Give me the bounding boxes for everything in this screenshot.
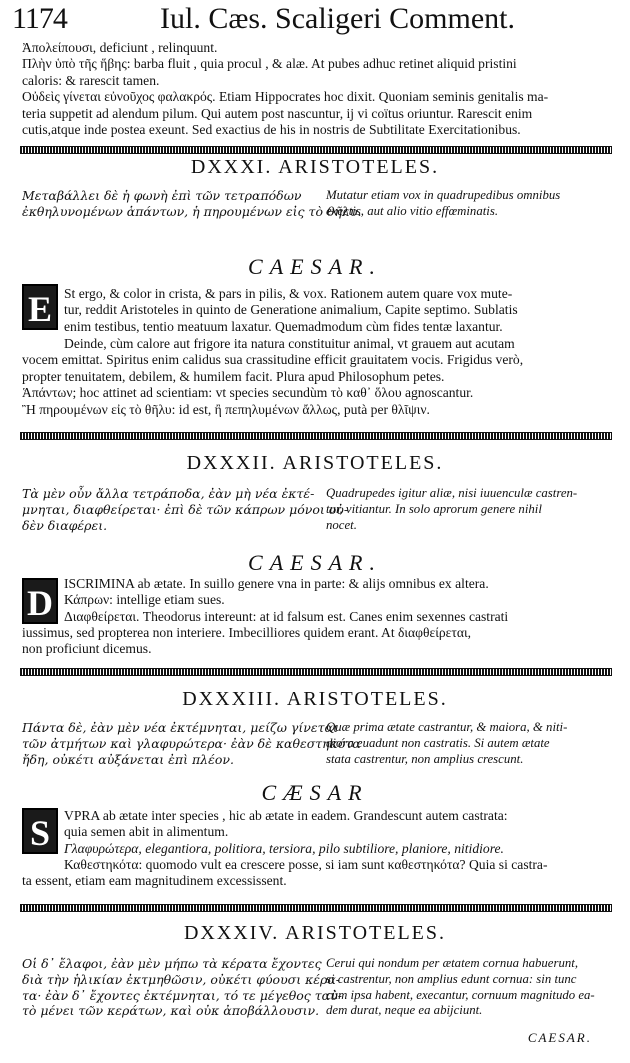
text-line: τὸ μένει τῶν κεράτων, καὶ οὐκ ἀποβάλλουσιν.: [22, 1003, 320, 1019]
latin-text-534: [326, 956, 610, 1019]
text-line: ISCRIMINA ab ætate. In suillo genere vna in parte: & alijs omnibus ex altera.: [64, 576, 489, 591]
text-line: VPRA ab ætate inter species , hic ab ætate in eadem. Grandescunt autem castrata:: [64, 808, 508, 823]
commentary-533: [22, 857, 610, 890]
ornamental-rule: [20, 904, 612, 912]
text-line: Τὰ μὲν οὖν ἄλλα τετράποδα, ἐὰν μὴ νέα ἐκτέ-: [22, 486, 315, 501]
text-line: Διαφθείρεται. Theodorus intereunt: at id falsum est. Canes enim sexennes castrati: [64, 608, 509, 624]
text-line: Οὐδεὶς γίνεται εὐνοῦχος φαλακρός. Etiam Hippocrates hoc dixit. Quoniam seminis genitalis ma-: [22, 89, 549, 105]
text-line: teria suppetit ad alendum pilum. Qui autem post nascuntur, ij vi coïtus oriuntur. Rarescit enim: [22, 105, 533, 121]
commentary-531: [22, 336, 610, 418]
text-line: Μεταβάλλει δὲ ἡ φωνὴ ἐπὶ τῶν τετραπόδων: [22, 188, 302, 203]
drop-cap-E: E: [22, 284, 58, 330]
text-line: cùm ipsa habent, execantur, cornuum magnitudo ea-: [326, 987, 595, 1002]
latin-text-532: [326, 486, 610, 533]
page-number: 1174: [12, 2, 67, 35]
text-line: tur, reddit Aristoteles in quinto de Generatione animalium, Capite septimo. Sublatis: [64, 302, 518, 318]
text-line: si castrentur, non amplius edunt cornua: sin tunc: [326, 971, 577, 986]
text-line: cutis,atque inde postea exeunt. Sed exactius de his in nostris de Subtilitate Exercitationibus.: [22, 122, 521, 138]
running-title: Iul. Cæs. Scaligeri Comment.: [160, 2, 515, 35]
text-line: iussimus, sed propterea non interiere. Imbecilliores quidem erant. At διαφθείρεται,: [22, 625, 472, 640]
ornamental-rule: [20, 432, 612, 440]
commentary-532: [22, 625, 610, 658]
text-line: exectis, aut alio vitio effœminatis.: [326, 203, 499, 218]
text-line: caloris: & rarescit tamen.: [22, 72, 160, 88]
text-line: τα· ἐὰν δ᾽ ἔχοντες ἐκτέμνηται, τό τε μέγεθος ταὐ-: [22, 987, 342, 1003]
text-line: διὰ τὴν ἡλικίαν ἐκτμηθῶσιν, οὐκέτι φύουσι κέρα-: [22, 971, 340, 987]
text-line: ἤδη, οὐκέτι αὐξάνεται ἐπὶ πλέον.: [22, 751, 234, 767]
section-title-531: DXXXI. ARISTOTELES.: [190, 156, 440, 178]
ornamental-rule: [20, 668, 612, 676]
text-line: vocem emittat. Spiritus enim calidus sua crassitudine efficit grauitatem vocis. Frigidus verò,: [22, 352, 524, 368]
commentary-532-head: [64, 576, 610, 625]
text-line: propter tenuitatem, debilem, & humilem facit. Plura apud Philosophum petes.: [22, 368, 445, 384]
intro-notes: [22, 40, 610, 138]
text-line: diora euadunt non castratis. Si autem ætate: [326, 735, 550, 750]
greek-text-534: [22, 956, 342, 1019]
catchword: CAESAR.: [527, 1030, 592, 1045]
caesar-heading: CAESAR.: [248, 254, 382, 279]
text-line: stata castrentur, non amplius crescunt.: [326, 751, 524, 766]
text-line: non proficiunt dicemus.: [22, 641, 152, 657]
section-title-534: DXXXIV. ARISTOTELES.: [183, 922, 447, 944]
text-line: Deinde, cùm calore aut frigore ita natura constituitur animal, vt grauem aut acutam: [64, 336, 515, 351]
text-line: Cerui qui nondum per ætatem cornua habuerunt,: [326, 956, 579, 970]
caesar-heading: CAESAR.: [248, 550, 382, 575]
greek-text-533: [22, 720, 361, 767]
greek-text-531: [22, 188, 362, 220]
section-title-533: DXXXIII. ARISTOTELES.: [182, 688, 448, 710]
commentary-531-head: [64, 286, 610, 335]
text-line: Οἱ δ᾽ ἔλαφοι, ἐὰν μὲν μήπω τὰ κέρατα ἔχοντες: [22, 956, 322, 971]
text-line: Mutatur etiam vox in quadrupedibus omnibus: [326, 188, 561, 202]
text-line: Ἀπολείπουσι, deficiunt , relinquunt.: [22, 40, 218, 55]
drop-cap-D: D: [22, 578, 58, 624]
latin-text-533: [326, 720, 610, 767]
commentary-533-head: [64, 808, 610, 857]
text-line: Πλὴν ὑπὸ τῆς ἥβης: barba fluit , quia procul , & alæ. At pubes adhuc retinet aliquid pristini: [22, 56, 517, 72]
latin-text-531: [326, 188, 610, 220]
text-line: ἐκθηλυνομένων ἁπάντων, ἡ πηρουμένων εἰς τὸ θῆλυ.: [22, 203, 362, 219]
text-line: τῶν ἀτμήτων καὶ γλαφυρώτερα· ἐὰν δὲ καθεστηκότα: [22, 735, 361, 751]
text-line: Πάντα δὲ, ἐὰν μὲν νέα ἐκτέμνηται, μείζω γίνεται: [22, 720, 338, 735]
text-line: Quæ prima ætate castrantur, & maiora, & niti-: [326, 720, 568, 734]
ornamental-rule: [20, 146, 612, 154]
text-line: ta essent, etiam eam magnitudinem excessissent.: [22, 873, 287, 889]
text-line: tur, vitiantur. In solo aprorum genere nihil: [326, 501, 542, 516]
text-line: Κάπρων: intellige etiam sues.: [64, 592, 225, 608]
page-header: [10, 2, 620, 36]
text-line: nocet.: [326, 517, 357, 532]
caesar-heading: CÆSAR: [261, 780, 369, 805]
text-line: Ἢ πηρουμένων εἰς τὸ θῆλυ: id est, ἢ πεπηλυμένων ἄλλως, putà per θλῖψιν.: [22, 401, 430, 417]
text-line: Καθεστηκότα: quomodo vult ea crescere posse, si iam sunt καθεστηκότα? Quia si castra-: [64, 857, 548, 872]
text-line: μνηται, διαφθείρεται· ἐπὶ δὲ τῶν κάπρων μόνοι οὐ-: [22, 501, 349, 517]
text-line: quia semen abit in alimentum.: [64, 824, 229, 840]
text-line: dem durat, neque ea abijciunt.: [326, 1003, 483, 1018]
section-title-532: DXXXII. ARISTOTELES.: [186, 452, 444, 474]
text-line: Ἁπάντων; hoc attinet ad scientiam: vt species secundùm τὸ καθ᾽ ὅλου agnoscantur.: [22, 385, 474, 401]
text-line: Quadrupedes igitur aliæ, nisi iuuenculæ castren-: [326, 486, 578, 500]
text-line: δὲν διαφέρει.: [22, 517, 108, 533]
drop-cap-S: S: [22, 808, 58, 854]
text-line: Γλαφυρώτερα, elegantiora, politiora, tersiora, pilo subtiliore, planiore, nitidiore.: [64, 840, 504, 856]
text-line: St ergo, & color in crista, & pars in pilis, & vox. Rationem autem quare vox mute-: [64, 286, 513, 301]
text-line: enim testibus, tentio meatuum laxatur. Quemadmodum cùm fides tentæ laxantur.: [64, 318, 503, 334]
